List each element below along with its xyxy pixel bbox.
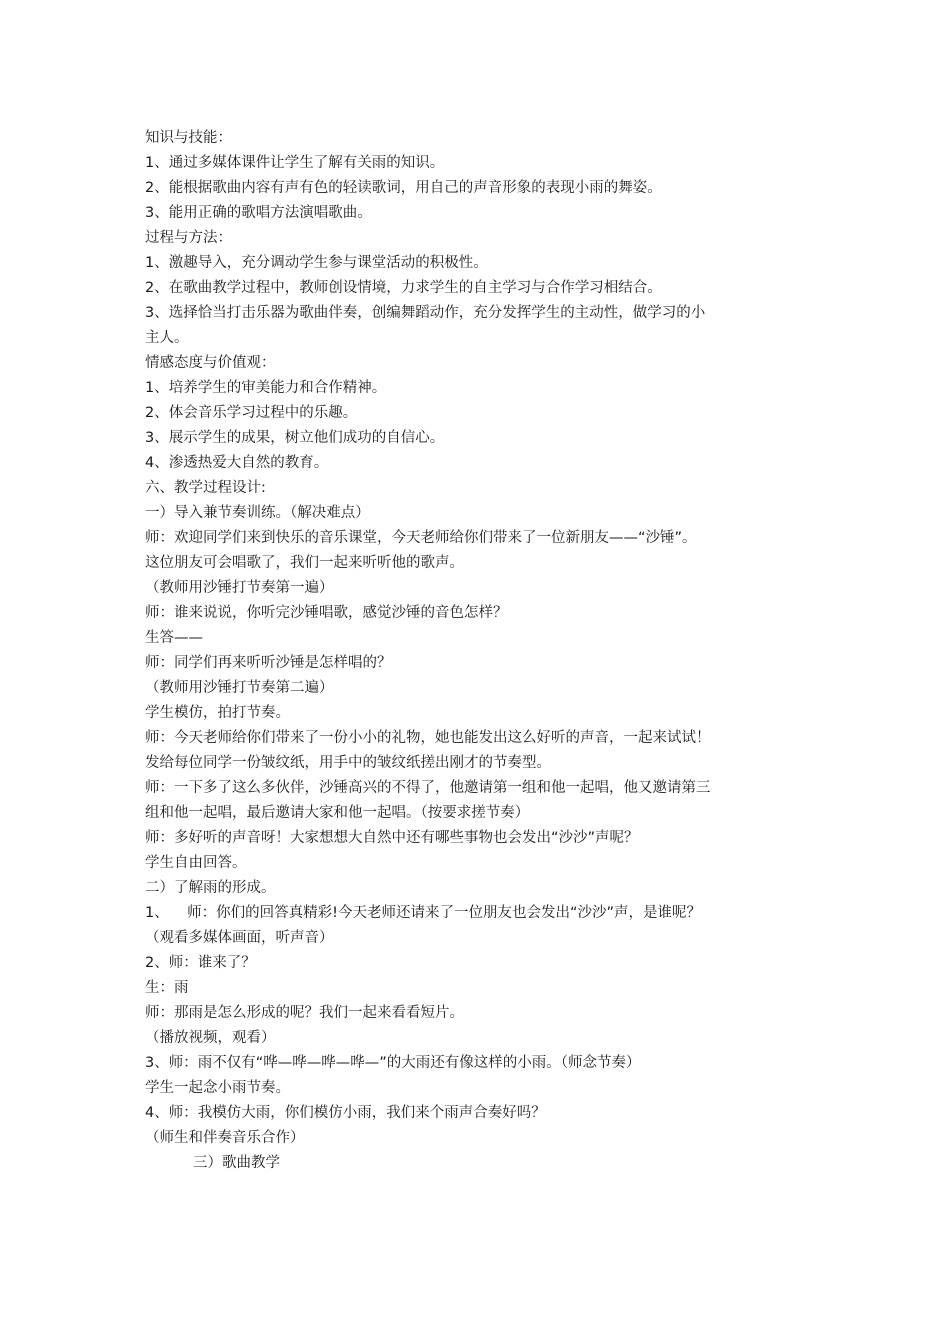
text-line: 学生模仿，拍打节奏。: [145, 705, 290, 721]
text-line: 这位朋友可会唱歌了，我们一起来听听他的歌声。: [145, 555, 464, 571]
text-line: 1、通过多媒体课件让学生了解有关雨的知识。: [145, 155, 445, 171]
text-line: 师：一下多了这么多伙伴，沙锤高兴的不得了，他邀请第一组和他一起唱，他又邀请第三: [145, 780, 711, 796]
subsection-heading-rain-formation: 二）了解雨的形成。: [145, 880, 276, 896]
text-line: 师：今天老师给你们带来了一份小小的礼物，她也能发出这么好听的声音，一起来试试！: [145, 730, 711, 746]
text-line: 生答——: [145, 630, 203, 646]
text-line: 2、在歌曲教学过程中，教师创设情境，力求学生的自主学习与合作学习相结合。: [145, 280, 662, 296]
text-line: 发给每位同学一份皱纹纸，用手中的皱纹纸搓出刚才的节奏型。: [145, 755, 551, 771]
document-body: [145, 126, 805, 1176]
subsection-heading-intro: 一）导入兼节奏训练。（解决难点）: [145, 505, 370, 521]
text-line: 3、选择恰当打击乐器为歌曲伴奏，创编舞蹈动作，充分发挥学生的主动性，做学习的小: [145, 305, 706, 321]
section-heading-process-methods: 过程与方法：: [145, 230, 232, 246]
text-line: 主人。: [145, 330, 189, 346]
text-line: （教师用沙锤打节奏第一遍）: [145, 580, 334, 596]
text-line: 1、培养学生的审美能力和合作精神。: [145, 380, 387, 396]
text-line: （教师用沙锤打节奏第二遍）: [145, 680, 334, 696]
text-line: 2、师：谁来了？: [145, 955, 256, 971]
text-line: 3、展示学生的成果，树立他们成功的自信心。: [145, 430, 445, 446]
text-line: 1、 师：你们的回答真精彩!今天老师还请来了一位朋友也会发出“沙沙”声，是谁呢？: [145, 905, 701, 921]
subsection-heading-song-teaching: 三）歌曲教学: [193, 1155, 280, 1171]
text-line: 3、能用正确的歌唱方法演唱歌曲。: [145, 205, 372, 221]
text-line: 学生自由回答。: [145, 855, 247, 871]
text-line: 组和他一起唱，最后邀请大家和他一起唱。（按要求搓节奏）: [145, 805, 530, 821]
text-line: 3、师：雨不仅有“哗—哗—哗—哗—”的大雨还有像这样的小雨。（师念节奏）: [145, 1055, 641, 1071]
text-line: 1、激趣导入，充分调动学生参与课堂活动的积极性。: [145, 255, 488, 271]
text-line: 师：同学们再来听听沙锤是怎样唱的？: [145, 655, 392, 671]
section-heading-knowledge-skills: 知识与技能：: [145, 130, 232, 146]
text-line: 生：雨: [145, 980, 189, 996]
text-line: （师生和伴奏音乐合作）: [145, 1130, 305, 1146]
text-line: 4、师：我模仿大雨，你们模仿小雨，我们来个雨声合奏好吗？: [145, 1105, 546, 1121]
text-line: 2、能根据歌曲内容有声有色的轻读歌词，用自己的声音形象的表现小雨的舞姿。: [145, 180, 662, 196]
section-heading-emotion-values: 情感态度与价值观：: [145, 355, 276, 371]
text-line: （播放视频，观看）: [145, 1030, 276, 1046]
text-line: 师：那雨是怎么形成的呢？我们一起来看看短片。: [145, 1005, 464, 1021]
text-line: 2、体会音乐学习过程中的乐趣。: [145, 405, 358, 421]
text-line: 师：谁来说说，你听完沙锤唱歌，感觉沙锤的音色怎样？: [145, 605, 508, 621]
text-line: 师：多好听的声音呀！大家想想大自然中还有哪些事物也会发出“沙沙”声呢？: [145, 830, 639, 846]
text-line: 4、渗透热爱大自然的教育。: [145, 455, 329, 471]
text-line: 师：欢迎同学们来到快乐的音乐课堂，今天老师给你们带来了一位新朋友——“沙锤”。: [145, 530, 697, 546]
text-line: （观看多媒体画面，听声音）: [145, 930, 334, 946]
section-heading-teaching-process: 六、教学过程设计:: [145, 480, 266, 496]
text-line: 学生一起念小雨节奏。: [145, 1080, 290, 1096]
